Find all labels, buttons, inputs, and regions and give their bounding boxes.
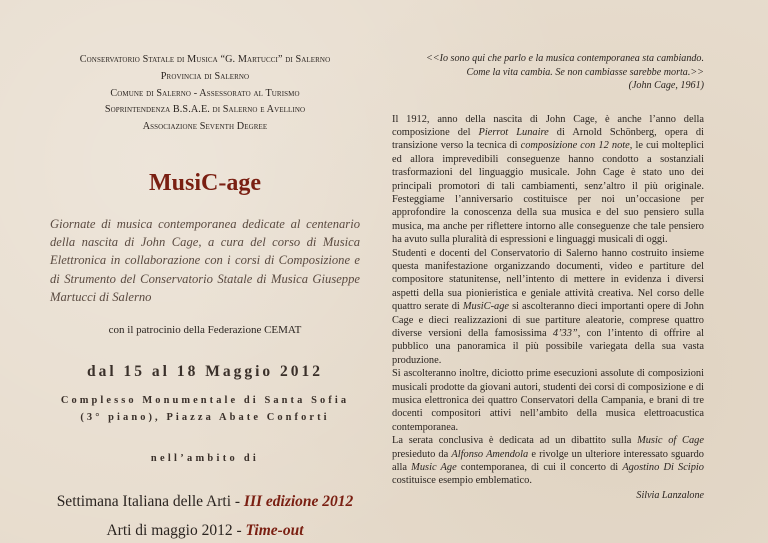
event-venue: [50, 392, 360, 426]
institution-soprintendenza: Soprintendenza B.S.A.E. di Salerno e Avellino: [104, 104, 306, 116]
arti-di-maggio-time-out: Time-out: [245, 522, 304, 539]
article-body: [392, 113, 704, 488]
arti-di-maggio-prefix: Arti di maggio 2012 -: [106, 522, 246, 539]
settimana-arti-prefix: Settimana Italiana delle Arti -: [56, 493, 244, 510]
p4-text-g: contemporanea, di cui il concerto di: [456, 462, 623, 474]
p2-text-c: si ascolteranno dieci importanti opere di John Cage e dieci realizzazioni di sue partiture aleatorie, comprese quattro diverse versioni della famosissima: [392, 301, 704, 339]
alfonso-amendola: Alfonso Amendola: [451, 448, 529, 460]
institution-comune: Comune di Salerno - Assessorato al Turismo: [110, 87, 300, 99]
p2-text-a: Studenti e docenti del Conservatorio di Salerno hanno costruito insieme questa manifestazione organizzando documenti, video e partiture del compositore statunitense, nell’intento di mettere in evidenza i diversi aspetti della sua pionieristica e geniale attività creativa. Nel corso delle quattro serate di: [392, 247, 704, 313]
event-dates: dal 15 al 18 Maggio 2012: [86, 363, 324, 380]
ambit-label: nell’ambito di: [150, 453, 260, 464]
venue-line-1: Complesso Monumentale di Santa Sofia: [60, 395, 350, 406]
p4-text-a: La serata conclusiva è dedicata ad un dibattito sulla: [392, 435, 638, 447]
institution-associazione: Associazione Seventh Degree: [142, 121, 268, 133]
paragraph-2: [392, 247, 704, 368]
music-age: Music Age: [411, 462, 457, 474]
p4-text-i: costituisce esempio emblematico.: [392, 475, 532, 487]
settimana-arti-edition: III edizione 2012: [243, 493, 354, 510]
event-title: MusiC-age: [149, 169, 261, 196]
quote-author: (John Cage, 1961): [628, 80, 704, 91]
author-signature: Silvia Lanzalone: [636, 489, 704, 501]
p4-text-c: presieduto da: [392, 448, 452, 460]
venue-line-2: (3° piano), Piazza Abate Conforti: [80, 412, 330, 423]
paragraph-3: Si ascolteranno inoltre, diciotto prime esecuzioni assolute di composizioni musicali prodotte da giovani autori, studenti dei corsi di composizione e di musica elettronica dei quattro Conservatori della Campania, e brani di tre docenti compositori attivi nell’ambito della musica elettroacustica contemporanea.: [392, 368, 704, 433]
settimana-arti: [50, 492, 360, 511]
institutions-block: [50, 52, 360, 136]
institution-provincia: Provincia di Salerno: [160, 70, 250, 82]
arti-di-maggio: [50, 521, 360, 540]
paragraph-4: [392, 434, 704, 488]
cage-quote: [392, 52, 704, 93]
music-of-cage: Music of Cage: [637, 435, 704, 447]
p1-text-e: , le cui molteplici ed allora imprevedibili conseguenze hanno condotto a sostanziali trasformazioni del linguaggio musicale. John Cage è stato uno dei principali promotori di tali cambiamenti, senz’altro il più originale. Festeggiame l’anniversario costituisce per noi un’occasione per approfondire la conoscenza della sua musica e del suo pensiero sulla musica, ma anche per riflettere intorno alle conseguenze che tale pensiero ha avuto sulla pluralità di espressioni e linguaggi musicali di oggi.: [392, 140, 705, 246]
patronage-note: con il patrocinio della Federazione CEMAT: [108, 324, 302, 336]
musicage-ref: MusiC-age: [462, 301, 510, 313]
right-column: [392, 52, 704, 501]
event-subtitle: Giornate di musica contemporanea dedicate al centenario della nascita di John Cage, a cura del corso di Musica Elettronica in collaborazione con i corsi di Composizione e di Strumento del Conservatorio Statale di Musica Giuseppe Martucci di Salerno: [50, 216, 360, 304]
institution-conservatorio: Conservatorio Statale di Musica “G. Martucci” di Salerno: [79, 54, 331, 65]
agostino-di-scipio: Agostino Di Scipio: [622, 462, 704, 474]
quote-line-1: <<Io sono qui che parlo e la musica contemporanea sta cambiando.: [426, 53, 704, 64]
composizione-12-note: composizione con 12 note: [520, 140, 630, 152]
p1-text-c: di Arnold Schönberg, opera di transizione verso la tecnica di: [392, 126, 704, 152]
paragraph-1: [392, 113, 704, 247]
quote-line-2: Come la vita cambia. Se non cambiasse sarebbe morta.>>: [466, 66, 704, 78]
p4-text-e: e rivolge un ulteriore interessato sguardo alla: [392, 448, 705, 474]
pierrot-lunaire: Pierrot Lunaire: [478, 126, 549, 138]
p2-text-e: , con l’intento di offrire al pubblico una panoramica il più possibile variegata della sua vasta produzione.: [392, 328, 704, 366]
p1-text-a: Il 1912, anno della nascita di John Cage, è anche l’anno della composizione del: [392, 113, 704, 138]
433-ref: 4’33”: [552, 328, 578, 339]
left-column: [50, 52, 360, 540]
